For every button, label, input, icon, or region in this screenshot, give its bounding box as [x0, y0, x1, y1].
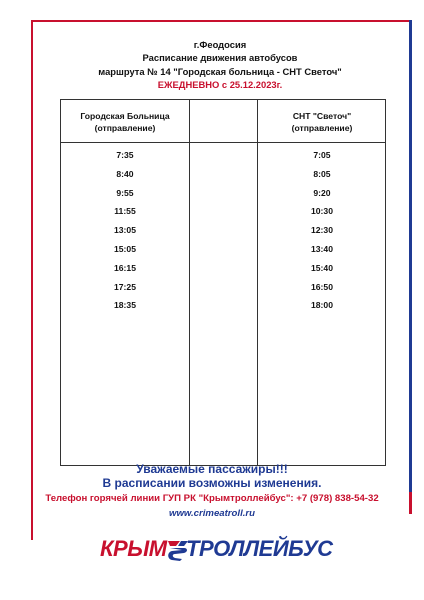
column-subtitle: (отправление): [291, 123, 353, 133]
departure-time: 18:00: [311, 300, 333, 311]
passenger-notice: [20, 462, 404, 521]
logo-text-krym: КРЫМ: [100, 536, 167, 561]
departure-time: 12:30: [311, 225, 333, 236]
departure-time: 15:05: [114, 243, 136, 254]
departure-time: 7:35: [116, 150, 134, 160]
header-divider: [61, 142, 385, 143]
departure-time: 16:50: [311, 281, 333, 292]
departure-time: 11:55: [114, 206, 136, 217]
times-svetoch: [258, 146, 386, 315]
column-title: СНТ "Светоч": [292, 111, 352, 121]
route-name: маршрута № 14 "Городская больница - СНТ Светоч": [98, 65, 342, 77]
departure-time: 7:05: [313, 150, 331, 160]
notice-changes: В расписании возможны изменения.: [102, 476, 322, 490]
departure-time: 8:05: [313, 168, 331, 179]
column-header-svetoch: [258, 110, 386, 134]
frame-top-border: [31, 20, 412, 22]
departure-time: 17:25: [114, 281, 136, 292]
column-divider-left: [189, 100, 190, 465]
schedule-table: [60, 99, 386, 466]
departure-time: 13:05: [114, 225, 136, 236]
column-header-hospital: [61, 110, 189, 134]
departure-time: 16:15: [114, 262, 136, 273]
times-hospital: [61, 146, 189, 315]
hotline-phone: Телефон горячей линии ГУП РК "Крымтроллейбус": +7 (978) 838-54-32: [45, 493, 379, 504]
city-name: г.Феодосия: [193, 39, 247, 50]
company-logo: [100, 534, 333, 564]
logo-text-trolleybus: ТРОЛЛЕЙБУС: [186, 536, 333, 561]
website-link[interactable]: www.crimeatroll.ru: [168, 508, 255, 519]
departure-time: 18:35: [114, 300, 136, 311]
schedule-title: Расписание движения автобусов: [142, 52, 298, 64]
schedule-header: [40, 38, 400, 92]
column-subtitle: (отправление): [94, 123, 156, 133]
departure-time: 9:55: [116, 187, 134, 198]
departure-time: 15:40: [311, 262, 333, 273]
departure-time: 9:20: [313, 187, 331, 198]
departure-time: 8:40: [116, 168, 134, 179]
departure-time: 13:40: [311, 243, 333, 254]
frame-right-accent: [409, 492, 412, 514]
departure-time: 10:30: [311, 206, 333, 217]
column-title: Городская Больница: [80, 111, 170, 121]
validity-date: ЕЖЕДНЕВНО с 25.12.2023г.: [157, 79, 283, 91]
frame-right-border: [409, 20, 412, 492]
notice-greeting: Уважаемые пассажиры!!!: [136, 462, 288, 476]
